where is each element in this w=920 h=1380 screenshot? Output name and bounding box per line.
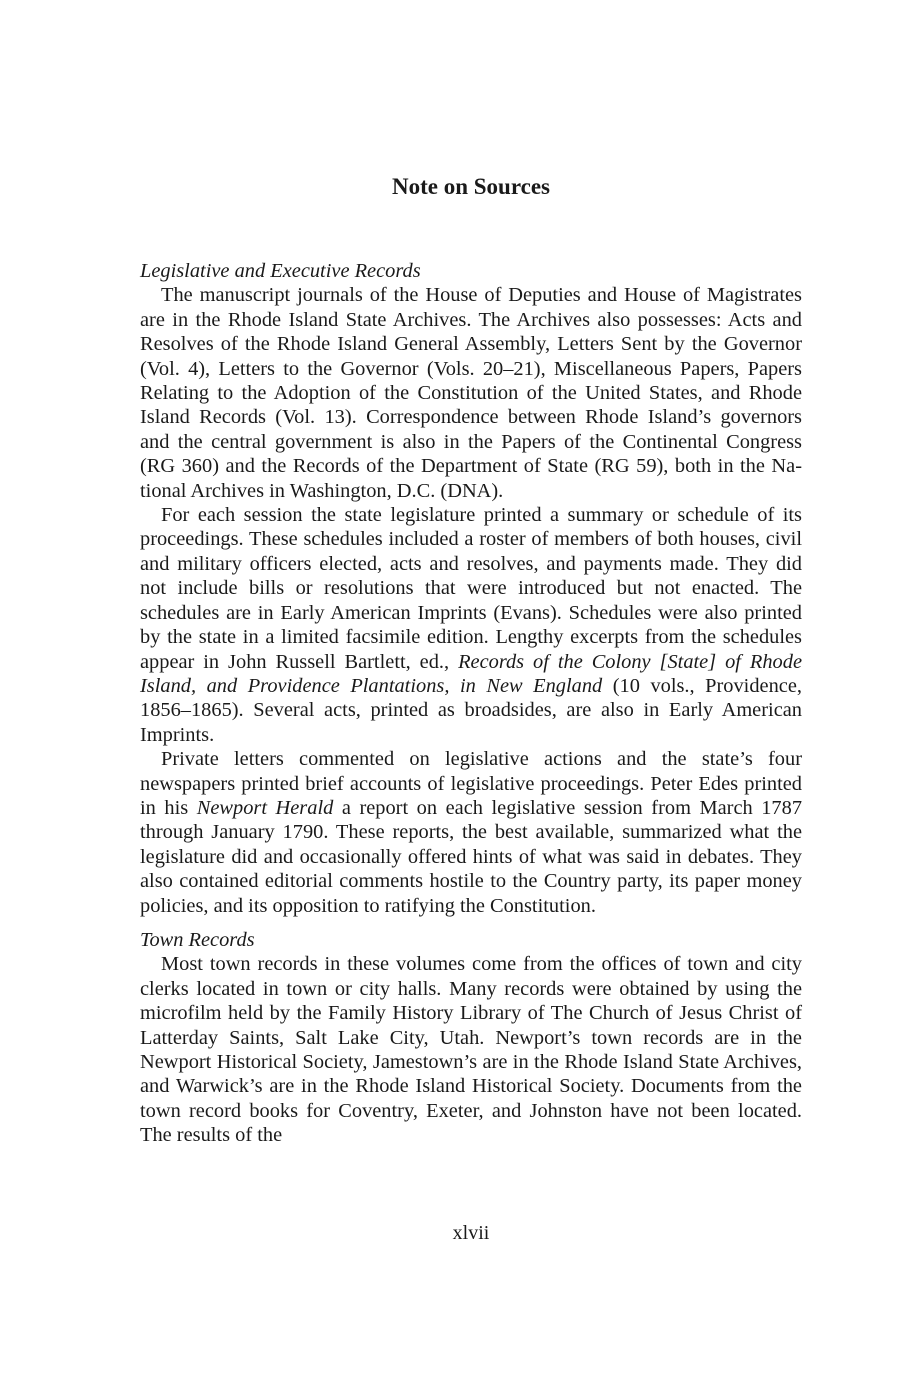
- text-run: Private letters commented on legislative actions and the state’s four newspapers printed brief accounts of legislative proceedings. Peter Edes printed in his: [140, 748, 802, 819]
- paragraph: [140, 747, 802, 918]
- text-run: a report on each legislative session from March 1787 through January 1790. These reports, the best available, summarized what the legislature did and occasionally offered hints of what was said in debates. They also contained editorial comments hostile to the Country party, its paper money policies, and its opposition to ratifying the Constitution.: [140, 796, 803, 917]
- body-text: [140, 259, 802, 1148]
- paragraph: [140, 952, 802, 1147]
- section-heading-legislative: Legislative and Executive Records: [140, 260, 421, 282]
- text-run: For each session the state legislature printed a summary or schedule of its proceedings. These schedules included a roster of members of both houses, civil and military officers elected, acts and resolves, and payments made. They did not include bills or resolutions that were introduced but not enacted. The schedules are in Early American Imprints (Evans). Schedules were also printed by the state in a limited facsimile edition. Lengthy excerpts from the schedules appear in John Russell Bartlett, ed.,: [140, 504, 802, 673]
- section-heading-town-records: Town Records: [140, 928, 255, 951]
- text-run: Most town records in these volumes come from the offices of town and city clerks located in town or city halls. Many records were obtained by using the microfilm held by the Family History Library of The Church of Jesus Christ of Latterday Saints, Salt Lake City, Utah. Newport’s town records are in the Newport Historical Society, Jamestown’s are in the Rhode Island State Archives, and Warwick’s are in the Rhode Island Historical Society. Documents from the town record books for Coventry, Exeter, and Johnston have not been located. The results of the: [140, 953, 802, 1147]
- italic-title: Records of the Colony [State] of Rhode Island, and Providence Plantations, in New England: [140, 650, 802, 697]
- italic-title: Newport Herald: [196, 796, 334, 819]
- page-number: xlvii: [452, 1222, 490, 1244]
- text-run: (10 vols., Providence, 1856–1865). Several acts, printed as broadsides, are also in Early American Imprints.: [140, 674, 802, 746]
- page-title: Note on Sources: [391, 174, 550, 199]
- text-run: The manuscript journals of the House of Deputies and House of Magistrates are in the Rhode Island State Archives. The Archives also possesses: Acts and Resolves of the Rhode Island General Assembly, Letters Sent by the Governor (Vol. 4), Letters to the Governor (Vols. 20–21), Miscellaneous Papers, Papers Relating to the Adoption of the Constitution of the United States, and Rhode Island Records (Vol. 13). Correspondence between Rhode Island’s governors and the central government is also in the Papers of the Continental Congress (RG 360) and the Records of the Department of State (RG 59), both in the National Archives in Washington, D.C. (DNA).: [140, 284, 802, 502]
- paragraph: [140, 283, 802, 503]
- paragraph: [140, 503, 802, 747]
